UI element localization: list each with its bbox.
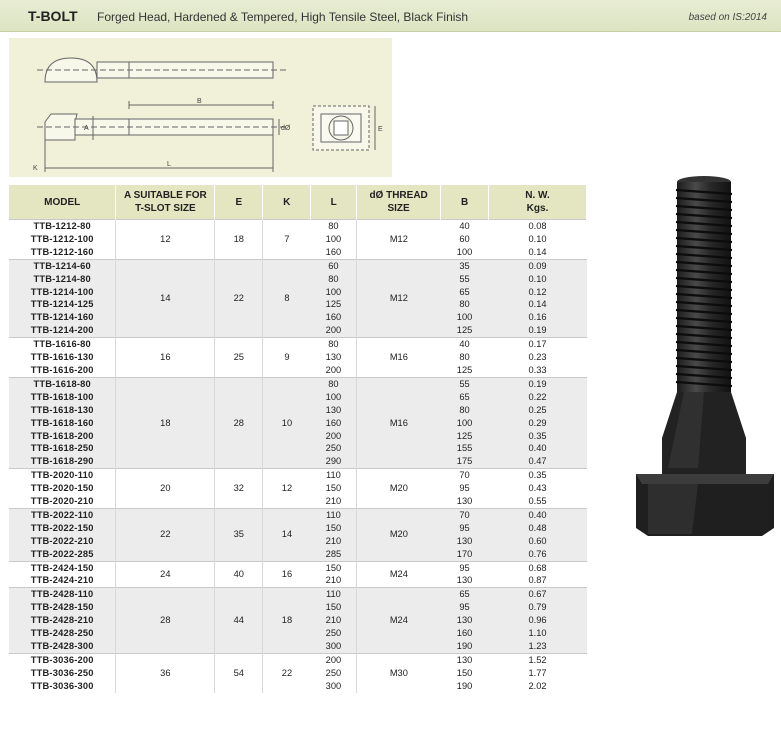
cell-b: 70: [441, 469, 489, 482]
cell-l: 300: [311, 640, 357, 653]
cell-l: 100: [311, 391, 357, 404]
cell-e: 35: [215, 508, 263, 561]
cell-model: TTB-1618-80: [9, 377, 116, 390]
cell-nw: 0.48: [489, 522, 587, 535]
cell-b: 65: [441, 286, 489, 299]
cell-b: 40: [441, 338, 489, 351]
cell-k: 7: [263, 220, 311, 260]
cell-nw: 0.55: [489, 495, 587, 508]
cell-l: 100: [311, 286, 357, 299]
cell-model: TTB-3036-250: [9, 667, 116, 680]
col-model: MODEL: [9, 185, 116, 220]
cell-nw: 0.16: [489, 311, 587, 324]
cell-model: TTB-2022-285: [9, 548, 116, 561]
cell-l: 80: [311, 273, 357, 286]
cell-a: 24: [116, 561, 215, 588]
cell-b: 130: [441, 574, 489, 587]
end-view: [313, 106, 375, 150]
cell-l: 200: [311, 324, 357, 337]
cell-k: 22: [263, 653, 311, 692]
cell-l: 160: [311, 417, 357, 430]
cell-l: 150: [311, 482, 357, 495]
cell-l: 130: [311, 351, 357, 364]
cell-e: 28: [215, 377, 263, 468]
col-a: A SUITABLE FOR T-SLOT SIZE: [116, 185, 215, 220]
cell-model: TTB-1616-80: [9, 338, 116, 351]
cell-l: 110: [311, 469, 357, 482]
cell-l: 150: [311, 561, 357, 574]
cell-nw: 1.52: [489, 653, 587, 666]
cell-a: 36: [116, 653, 215, 692]
table-row: [9, 338, 587, 351]
cell-model: TTB-2022-150: [9, 522, 116, 535]
table-row: [9, 508, 587, 521]
cell-k: 18: [263, 588, 311, 654]
cell-nw: 1.23: [489, 640, 587, 653]
product-title: T-BOLT: [28, 8, 78, 24]
cell-model: TTB-2022-210: [9, 535, 116, 548]
cell-l: 150: [311, 522, 357, 535]
cell-model: TTB-2022-110: [9, 508, 116, 521]
cell-nw: 0.10: [489, 273, 587, 286]
cell-model: TTB-2428-210: [9, 614, 116, 627]
cell-nw: 0.22: [489, 391, 587, 404]
cell-l: 110: [311, 588, 357, 601]
cell-e: 22: [215, 259, 263, 337]
cell-b: 125: [441, 324, 489, 337]
cell-nw: 0.19: [489, 324, 587, 337]
cell-b: 95: [441, 522, 489, 535]
col-e: E: [215, 185, 263, 220]
cell-nw: 0.10: [489, 233, 587, 246]
cell-nw: 0.79: [489, 601, 587, 614]
page-header: [0, 0, 781, 32]
cell-b: 130: [441, 495, 489, 508]
cell-model: TTB-1618-200: [9, 430, 116, 443]
cell-thread: M20: [357, 469, 441, 509]
col-nw: N. W. Kgs.: [489, 185, 587, 220]
cell-b: 125: [441, 364, 489, 377]
cell-e: 32: [215, 469, 263, 509]
cell-l: 200: [311, 430, 357, 443]
cell-b: 55: [441, 377, 489, 390]
table-row: [9, 469, 587, 482]
cell-e: 25: [215, 338, 263, 378]
cell-b: 95: [441, 482, 489, 495]
cell-k: 12: [263, 469, 311, 509]
cell-model: TTB-1618-100: [9, 391, 116, 404]
cell-model: TTB-1212-80: [9, 220, 116, 233]
cell-k: 10: [263, 377, 311, 468]
cell-k: 14: [263, 508, 311, 561]
cell-model: TTB-1616-130: [9, 351, 116, 364]
dim-label-a: A: [84, 125, 89, 132]
dim-label-b: B: [197, 98, 202, 105]
technical-drawing: [9, 38, 392, 177]
cell-e: 18: [215, 220, 263, 260]
product-subtitle: Forged Head, Hardened & Tempered, High Tensile Steel, Black Finish: [97, 10, 469, 24]
cell-e: 44: [215, 588, 263, 654]
cell-a: 22: [116, 508, 215, 561]
cell-thread: M30: [357, 653, 441, 692]
cell-l: 110: [311, 508, 357, 521]
cell-l: 150: [311, 601, 357, 614]
cell-model: TTB-1212-160: [9, 246, 116, 259]
cell-model: TTB-3036-300: [9, 680, 116, 693]
cell-b: 100: [441, 311, 489, 324]
col-k: K: [263, 185, 311, 220]
cell-l: 290: [311, 455, 357, 468]
cell-b: 190: [441, 680, 489, 693]
dim-label-l: L: [167, 161, 171, 168]
specification-table: [9, 185, 587, 693]
cell-l: 80: [311, 338, 357, 351]
cell-l: 200: [311, 364, 357, 377]
cell-l: 285: [311, 548, 357, 561]
cell-nw: 0.60: [489, 535, 587, 548]
t-bolt-image: [628, 168, 778, 540]
cell-l: 210: [311, 535, 357, 548]
cell-b: 80: [441, 298, 489, 311]
t-bolt-drawing-svg: [9, 38, 392, 177]
cell-nw: 0.40: [489, 508, 587, 521]
side-view: [37, 101, 287, 172]
cell-b: 100: [441, 246, 489, 259]
cell-b: 170: [441, 548, 489, 561]
cell-model: TTB-3036-200: [9, 653, 116, 666]
t-bolt-photo: [628, 168, 778, 540]
cell-model: TTB-1214-100: [9, 286, 116, 299]
cell-model: TTB-2424-150: [9, 561, 116, 574]
cell-thread: M24: [357, 561, 441, 588]
cell-l: 60: [311, 259, 357, 272]
cell-nw: 0.96: [489, 614, 587, 627]
cell-model: TTB-2428-250: [9, 627, 116, 640]
cell-nw: 0.17: [489, 338, 587, 351]
cell-a: 18: [116, 377, 215, 468]
cell-model: TTB-2428-110: [9, 588, 116, 601]
cell-model: TTB-1214-200: [9, 324, 116, 337]
cell-b: 80: [441, 351, 489, 364]
cell-model: TTB-1214-80: [9, 273, 116, 286]
cell-a: 20: [116, 469, 215, 509]
cell-a: 14: [116, 259, 215, 337]
table-body: [9, 220, 587, 693]
col-b: B: [441, 185, 489, 220]
cell-b: 95: [441, 601, 489, 614]
table-row: [9, 377, 587, 390]
cell-nw: 0.35: [489, 430, 587, 443]
cell-thread: M12: [357, 259, 441, 337]
cell-nw: 0.08: [489, 220, 587, 233]
cell-thread: M24: [357, 588, 441, 654]
cell-b: 65: [441, 391, 489, 404]
cell-l: 100: [311, 233, 357, 246]
cell-e: 54: [215, 653, 263, 692]
cell-nw: 0.19: [489, 377, 587, 390]
cell-b: 70: [441, 508, 489, 521]
cell-model: TTB-1214-125: [9, 298, 116, 311]
cell-nw: 0.68: [489, 561, 587, 574]
cell-b: 40: [441, 220, 489, 233]
cell-b: 130: [441, 614, 489, 627]
cell-thread: M20: [357, 508, 441, 561]
cell-model: TTB-2428-150: [9, 601, 116, 614]
cell-b: 125: [441, 430, 489, 443]
table-row: [9, 220, 587, 233]
table-row: [9, 561, 587, 574]
cell-l: 80: [311, 220, 357, 233]
cell-b: 175: [441, 455, 489, 468]
table-row: [9, 588, 587, 601]
cell-b: 160: [441, 627, 489, 640]
cell-nw: 0.43: [489, 482, 587, 495]
cell-a: 12: [116, 220, 215, 260]
cell-l: 210: [311, 574, 357, 587]
cell-l: 125: [311, 298, 357, 311]
cell-b: 80: [441, 404, 489, 417]
cell-l: 250: [311, 627, 357, 640]
cell-a: 16: [116, 338, 215, 378]
cell-l: 210: [311, 614, 357, 627]
cell-b: 55: [441, 273, 489, 286]
cell-nw: 0.25: [489, 404, 587, 417]
cell-nw: 1.77: [489, 667, 587, 680]
cell-model: TTB-2020-150: [9, 482, 116, 495]
cell-model: TTB-1616-200: [9, 364, 116, 377]
cell-l: 210: [311, 495, 357, 508]
cell-b: 150: [441, 667, 489, 680]
cell-nw: 0.87: [489, 574, 587, 587]
dim-label-d: dØ: [281, 125, 291, 132]
standard-note: based on IS:2014: [688, 12, 767, 23]
cell-b: 155: [441, 442, 489, 455]
dim-label-e: E: [378, 126, 383, 133]
cell-model: TTB-1212-100: [9, 233, 116, 246]
cell-model: TTB-1618-250: [9, 442, 116, 455]
cell-nw: 0.14: [489, 298, 587, 311]
cell-nw: 0.29: [489, 417, 587, 430]
cell-k: 9: [263, 338, 311, 378]
cell-k: 16: [263, 561, 311, 588]
cell-l: 160: [311, 311, 357, 324]
cell-nw: 0.35: [489, 469, 587, 482]
cell-model: TTB-1618-290: [9, 455, 116, 468]
cell-thread: M16: [357, 377, 441, 468]
cell-model: TTB-2424-210: [9, 574, 116, 587]
dim-label-k: K: [33, 165, 38, 172]
cell-nw: 0.09: [489, 259, 587, 272]
cell-b: 100: [441, 417, 489, 430]
cell-l: 200: [311, 653, 357, 666]
cell-model: TTB-1214-60: [9, 259, 116, 272]
col-l: L: [311, 185, 357, 220]
cell-nw: 0.40: [489, 442, 587, 455]
cell-l: 250: [311, 442, 357, 455]
cell-nw: 0.47: [489, 455, 587, 468]
table-header-row: [9, 185, 587, 220]
cell-b: 65: [441, 588, 489, 601]
cell-model: TTB-1618-130: [9, 404, 116, 417]
cell-model: TTB-1214-160: [9, 311, 116, 324]
cell-k: 8: [263, 259, 311, 337]
cell-l: 130: [311, 404, 357, 417]
cell-b: 130: [441, 653, 489, 666]
cell-thread: M12: [357, 220, 441, 260]
cell-nw: 1.10: [489, 627, 587, 640]
cell-nw: 2.02: [489, 680, 587, 693]
cell-b: 60: [441, 233, 489, 246]
cell-b: 130: [441, 535, 489, 548]
cell-b: 95: [441, 561, 489, 574]
cell-l: 300: [311, 680, 357, 693]
col-thread: dØ THREAD SIZE: [357, 185, 441, 220]
cell-nw: 0.76: [489, 548, 587, 561]
cell-nw: 0.67: [489, 588, 587, 601]
cell-l: 160: [311, 246, 357, 259]
cell-nw: 0.33: [489, 364, 587, 377]
cell-l: 250: [311, 667, 357, 680]
table-row: [9, 259, 587, 272]
cell-a: 28: [116, 588, 215, 654]
cell-nw: 0.12: [489, 286, 587, 299]
cell-model: TTB-2428-300: [9, 640, 116, 653]
cell-model: TTB-2020-110: [9, 469, 116, 482]
cell-nw: 0.14: [489, 246, 587, 259]
cell-e: 40: [215, 561, 263, 588]
cell-model: TTB-1618-160: [9, 417, 116, 430]
top-view: [37, 58, 287, 82]
cell-b: 35: [441, 259, 489, 272]
cell-b: 190: [441, 640, 489, 653]
cell-nw: 0.23: [489, 351, 587, 364]
cell-thread: M16: [357, 338, 441, 378]
cell-l: 80: [311, 377, 357, 390]
table-row: [9, 653, 587, 666]
cell-model: TTB-2020-210: [9, 495, 116, 508]
